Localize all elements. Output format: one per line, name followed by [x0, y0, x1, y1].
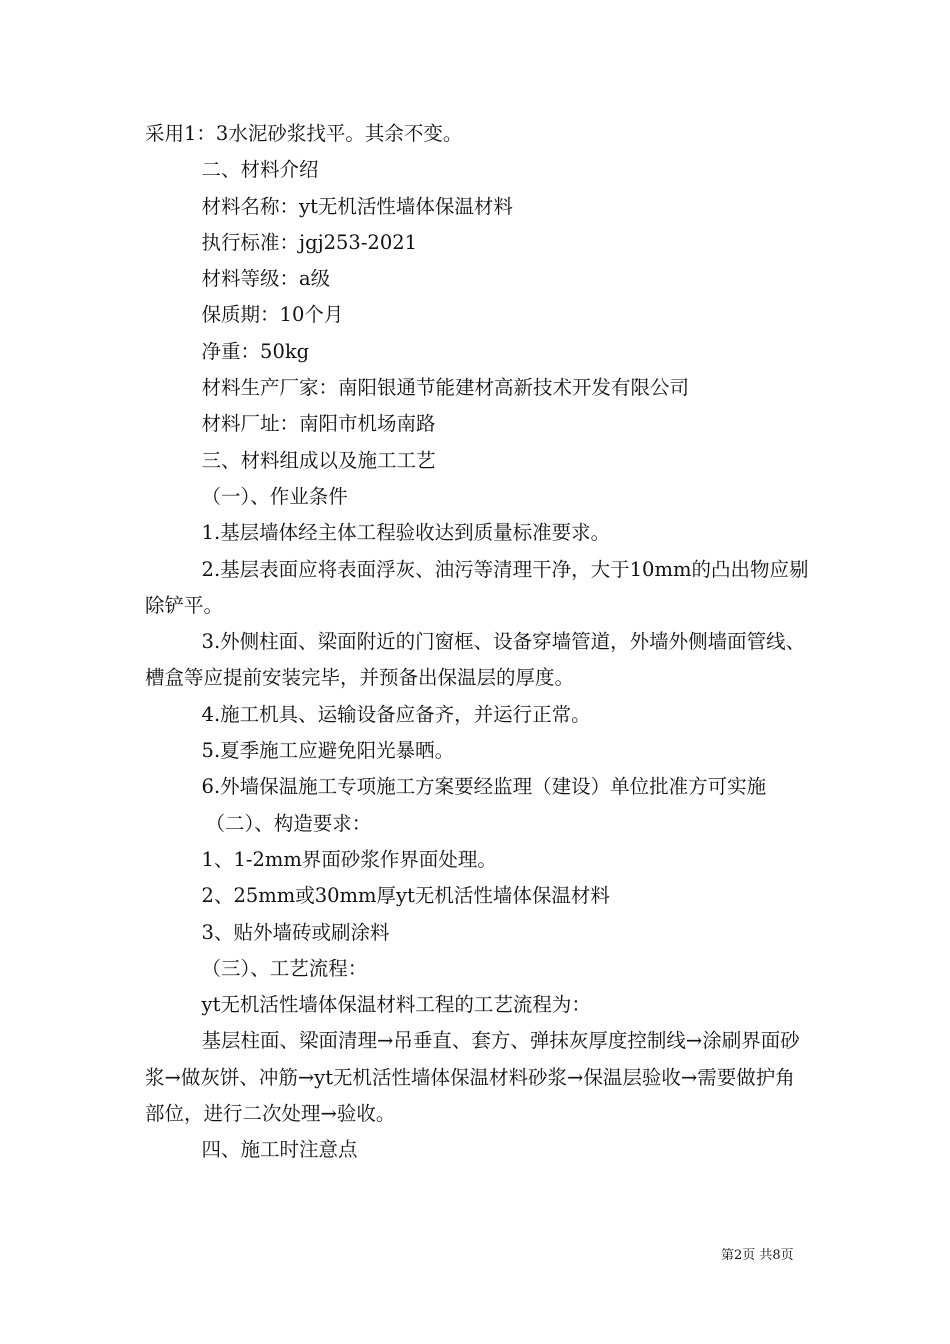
paragraph: 材料厂址：南阳市机场南路: [201, 412, 436, 436]
paragraph: 净重：50kg: [201, 339, 310, 363]
process-flow-paragraph: 基层柱面、梁面清理→吊垂直、套方、弹抹灰厚度控制线→涂刷界面砂浆→做灰饼、冲筋→yt无机活性墙体保温材料砂浆→保温层验收→需要做护角部位，进行二次处理→验收。: [145, 1029, 800, 1126]
paragraph: 材料名称：yt无机活性墙体保温材料: [201, 194, 513, 218]
list-item: 1.基层墙体经主体工程验收达到质量标准要求。: [201, 521, 611, 545]
paragraph: 材料生产厂家：南阳银通节能建材高新技术开发有限公司: [201, 376, 690, 400]
page-number: 第2页 共8页: [721, 1248, 794, 1263]
document-body: [145, 116, 810, 1169]
list-item: 2.基层表面应将表面浮灰、油污等清理干净，大于10mm的凸出物应剔除铲平。: [145, 557, 809, 617]
section-heading-composition: 三、材料组成以及施工工艺: [201, 448, 436, 472]
section-heading-materials: 二、材料介绍: [201, 158, 319, 182]
subsection-heading: （二）、构造要求：: [205, 811, 372, 835]
list-item: 1、1-2mm界面砂浆作界面处理。: [201, 847, 497, 871]
paragraph: yt无机活性墙体保温材料工程的工艺流程为：: [201, 993, 591, 1017]
paragraph: 材料等级：a级: [201, 267, 331, 291]
section-heading-notes: 四、施工时注意点: [201, 1138, 358, 1162]
subsection-heading: （三）、工艺流程：: [201, 956, 368, 980]
list-item: 2、25mm或30mm厚yt无机活性墙体保温材料: [201, 884, 610, 908]
list-item: 6.外墙保温施工专项施工方案要经监理（建设）单位批准方可实施: [201, 775, 767, 799]
paragraph: 采用1：3水泥砂浆找平。其余不变。: [145, 122, 463, 145]
list-item: 3.外侧柱面、梁面附近的门窗框、设备穿墙管道，外墙外侧墙面管线、槽盒等应提前安装完毕，并预备出保温层的厚度。: [145, 630, 806, 690]
paragraph: 保质期：10个月: [201, 303, 344, 327]
subsection-heading: （一）、作业条件: [201, 484, 348, 508]
paragraph: 执行标准：jgj253-2021: [201, 230, 418, 254]
list-item: 4.施工机具、运输设备应备齐，并运行正常。: [201, 702, 591, 726]
list-item: 3、贴外墙砖或刷涂料: [201, 920, 390, 944]
list-item: 5.夏季施工应避免阳光暴晒。: [201, 739, 455, 763]
